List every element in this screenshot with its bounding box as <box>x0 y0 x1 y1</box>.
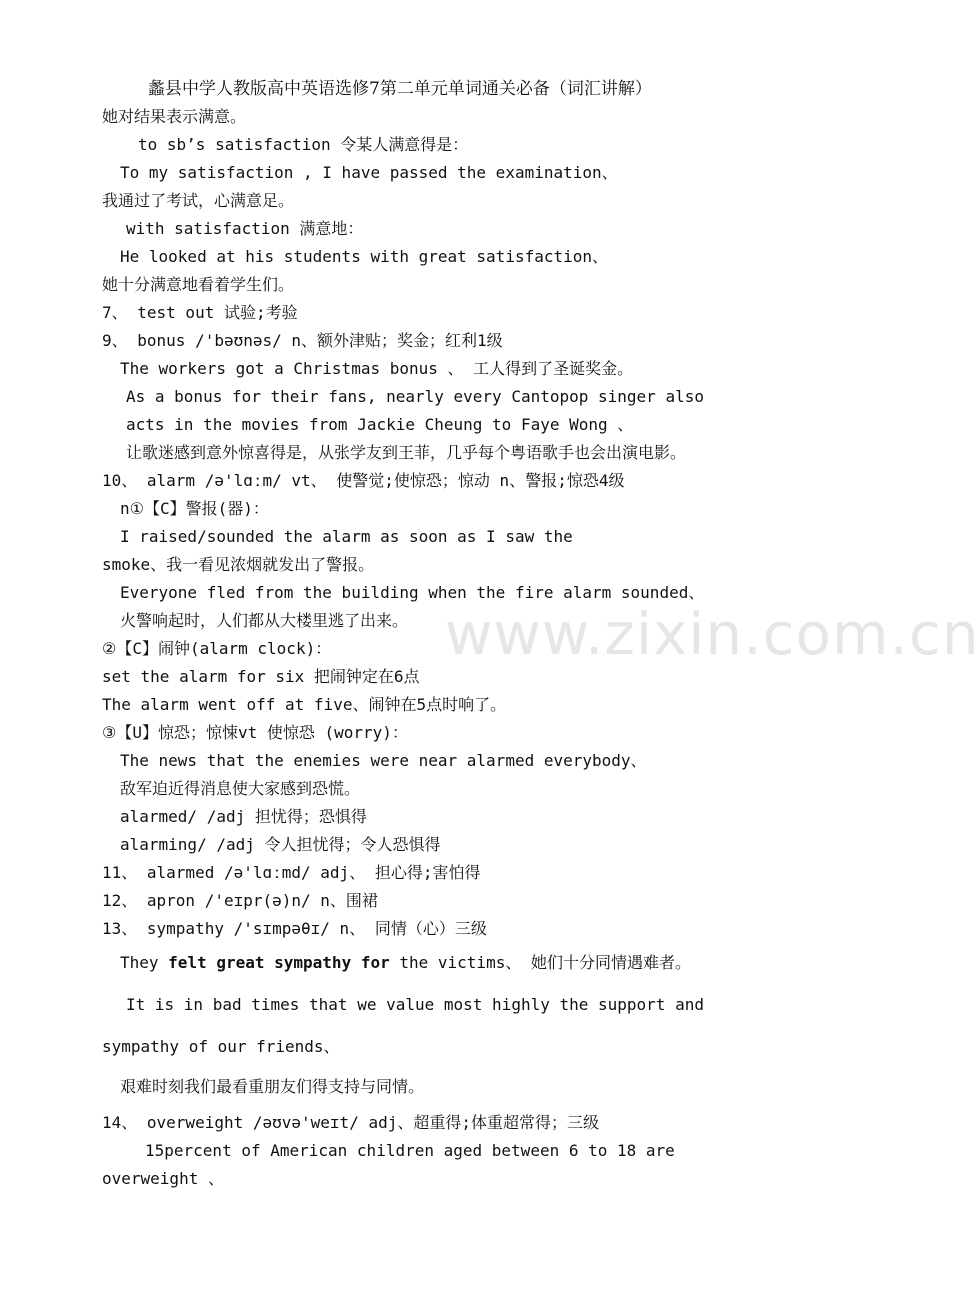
text-line: to sb’s satisfaction 令某人满意得是： <box>138 135 469 154</box>
text-line: with satisfaction 满意地： <box>126 219 364 238</box>
text-span: the victims、 她们十分同情遇难者。 <box>389 953 691 972</box>
text-line: The alarm went off at five、闹钟在5点时响了。 <box>102 695 507 714</box>
text-line: 10、 alarm /ə'lɑːm/ vt、 使警觉;使惊恐；惊动 n、警报;惊恐4级 <box>102 471 625 490</box>
text-line: acts in the movies from Jackie Cheung to Faye Wong 、 <box>126 415 634 434</box>
text-line: 火警响起时，人们都从大楼里逃了出来。 <box>120 611 409 630</box>
text-line: Everyone fled from the building when the fire alarm sounded、 <box>120 583 705 602</box>
bold-phrase: felt great sympathy for <box>168 953 390 972</box>
text-line: 15percent of American children aged between 6 to 18 are <box>145 1141 675 1160</box>
text-line: 13、 sympathy /'sɪmpəθɪ/ n、 同情（心）三级 <box>102 919 487 938</box>
text-line: The workers got a Christmas bonus 、 工人得到了圣诞奖金。 <box>120 359 634 378</box>
text-line-with-bold <box>120 952 820 974</box>
text-line: As a bonus for their fans, nearly every Cantopop singer also <box>126 387 704 406</box>
text-line: set the alarm for six 把闹钟定在6点 <box>102 667 420 686</box>
text-line: sympathy of our friends、 <box>102 1037 340 1056</box>
text-line: ②【C】闹钟(alarm clock)： <box>102 639 332 658</box>
text-line: smoke、我一看见浓烟就发出了警报。 <box>102 555 375 574</box>
text-line: 艰难时刻我们最看重朋友们得支持与同情。 <box>120 1077 425 1096</box>
text-line: I raised/sounded the alarm as soon as I saw the <box>120 527 573 546</box>
text-line: It is in bad times that we value most highly the support and <box>126 995 704 1014</box>
text-line: The news that the enemies were near alarmed everybody、 <box>120 751 647 770</box>
text-line: He looked at his students with great satisfaction、 <box>120 247 609 266</box>
text-line: 9、 bonus /'bəʊnəs/ n、额外津贴；奖金；红利1级 <box>102 331 503 350</box>
text-span: They <box>120 953 169 972</box>
text-line: 7、 test out 试验;考验 <box>102 303 298 322</box>
text-line: 12、 apron /'eɪpr(ə)n/ n、围裙 <box>102 891 378 910</box>
text-line: 14、 overweight /əʊvə'weɪt/ adj、超重得;体重超常得；三级 <box>102 1113 599 1132</box>
document-title: 蠡县中学人教版高中英语选修7第二单元单词通关必备（词汇讲解） <box>148 79 652 99</box>
text-line: To my satisfaction , I have passed the examination、 <box>120 163 618 182</box>
text-line: overweight 、 <box>102 1169 224 1188</box>
text-line: 11、 alarmed /ə'lɑːmd/ adj、 担心得;害怕得 <box>102 863 481 882</box>
text-line: 我通过了考试，心满意足。 <box>102 191 295 210</box>
watermark: www.zixin.com.cn <box>445 600 980 668</box>
text-line: 她十分满意地看着学生们。 <box>102 275 295 294</box>
text-line: ③【U】惊恐；惊悚vt 使惊恐 (worry)： <box>102 723 408 742</box>
text-line: alarmed/ /adj 担忧得；恐惧得 <box>120 807 367 826</box>
text-line: alarming/ /adj 令人担忧得；令人恐惧得 <box>120 835 441 854</box>
text-line: 敌军迫近得消息使大家感到恐慌。 <box>120 779 361 798</box>
text-line: 让歌迷感到意外惊喜得是，从张学友到王菲，几乎每个粤语歌手也会出演电影。 <box>126 443 687 462</box>
text-line: n①【C】警报(器)： <box>120 499 269 518</box>
text-line: 她对结果表示满意。 <box>102 107 247 126</box>
